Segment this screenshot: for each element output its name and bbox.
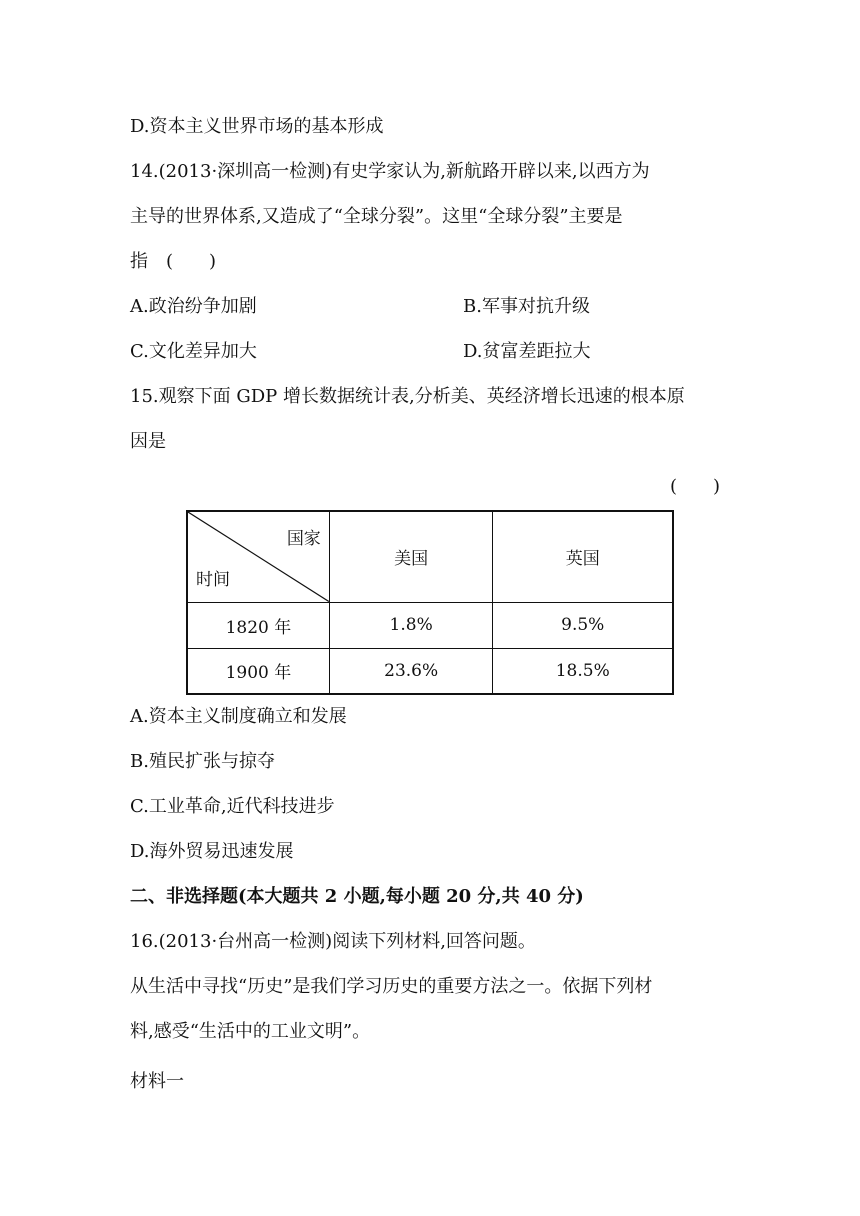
q15-option-b: B.殖民扩张与掠夺	[130, 751, 275, 772]
table-row	[187, 648, 673, 694]
q14-question-line-2: 主导的世界体系,又造成了“全球分裂”。这里“全球分裂”主要是	[130, 206, 623, 227]
gdp-growth-table	[186, 510, 674, 695]
corner-label-time: 时间	[196, 569, 230, 590]
q15-option-c: C.工业革命,近代科技进步	[130, 796, 335, 817]
q14-question-line-1: 14.(2013·深圳高一检测)有史学家认为,新航路开辟以来,以西方为	[130, 161, 650, 182]
q16-question-line-3: 料,感受“生活中的工业文明”。	[130, 1021, 371, 1042]
row-label-1820: 1820 年	[187, 602, 329, 648]
q15-answer-bracket: ( )	[670, 476, 721, 497]
q14-option-b: B.军事对抗升级	[463, 296, 590, 317]
q16-question-line-2: 从生活中寻找“历史”是我们学习历史的重要方法之一。依据下列材	[130, 976, 653, 997]
cell-1820-usa: 1.8%	[329, 602, 493, 648]
q14-option-d: D.贫富差距拉大	[463, 341, 591, 362]
q14-question-line-3: 指 ( )	[130, 251, 217, 272]
q14-option-a: A.政治纷争加剧	[130, 296, 257, 317]
cell-1900-usa: 23.6%	[329, 648, 493, 694]
q13-option-d: D.资本主义世界市场的基本形成	[130, 116, 384, 137]
cell-1900-uk: 18.5%	[493, 648, 673, 694]
section-heading: 二、非选择题(本大题共 2 小题,每小题 20 分,共 40 分)	[130, 886, 584, 907]
q16-material-label: 材料一	[130, 1071, 184, 1092]
q15-question-line-1: 15.观察下面 GDP 增长数据统计表,分析美、英经济增长迅速的根本原	[130, 386, 685, 407]
q15-option-d: D.海外贸易迅速发展	[130, 841, 294, 862]
q15-option-a: A.资本主义制度确立和发展	[130, 706, 347, 727]
table-header-row	[187, 511, 673, 602]
column-header-usa: 美国	[329, 511, 493, 602]
cell-1820-uk: 9.5%	[493, 602, 673, 648]
q16-question-line-1: 16.(2013·台州高一检测)阅读下列材料,回答问题。	[130, 931, 536, 952]
q15-question-line-2: 因是	[130, 431, 166, 452]
corner-label-country: 国家	[286, 529, 321, 549]
row-label-1900: 1900 年	[187, 648, 329, 694]
q14-option-c: C.文化差异加大	[130, 341, 257, 362]
column-header-uk: 英国	[493, 511, 673, 602]
table-corner-cell	[187, 511, 329, 602]
table-row	[187, 602, 673, 648]
